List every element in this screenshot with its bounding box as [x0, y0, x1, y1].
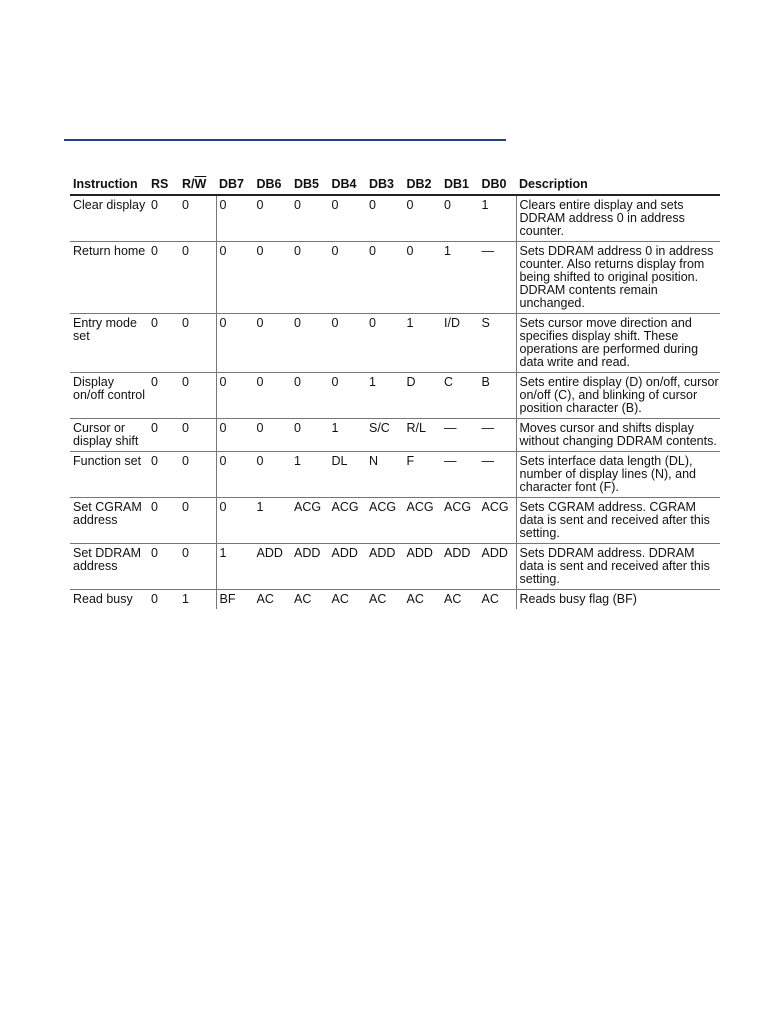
cell-db2: ACG	[404, 498, 442, 544]
cell-db4: 0	[329, 373, 367, 419]
cell-db7: 1	[216, 544, 254, 590]
cell-rw: 0	[179, 314, 216, 373]
cell-description: Sets cursor move direction and specifies display shift. These operations are performed during data write and read.	[516, 314, 720, 373]
cell-db6: 0	[254, 314, 292, 373]
cell-db3: 0	[366, 195, 404, 242]
table-row	[70, 419, 720, 452]
cell-db0: ADD	[479, 544, 517, 590]
table-header-row	[70, 176, 720, 195]
cell-db4: 0	[329, 314, 367, 373]
header-rw-r: R/	[182, 177, 195, 191]
cell-rs: 0	[148, 452, 179, 498]
cell-rs: 0	[148, 419, 179, 452]
cell-db4: DL	[329, 452, 367, 498]
header-db6: DB6	[254, 176, 292, 195]
table-row	[70, 544, 720, 590]
cell-description: Sets DDRAM address. DDRAM data is sent and received after this setting.	[516, 544, 720, 590]
cell-db4: ADD	[329, 544, 367, 590]
cell-db3: 0	[366, 314, 404, 373]
cell-db7: 0	[216, 452, 254, 498]
cell-db3: ADD	[366, 544, 404, 590]
cell-rs: 0	[148, 544, 179, 590]
cell-db5: 0	[291, 314, 329, 373]
cell-description: Moves cursor and shifts display without changing DDRAM contents.	[516, 419, 720, 452]
cell-db1: ACG	[441, 498, 479, 544]
cell-db2: F	[404, 452, 442, 498]
cell-db5: 0	[291, 195, 329, 242]
cell-db6: 1	[254, 498, 292, 544]
cell-description: Sets DDRAM address 0 in address counter. Also returns display from being shifted to original position. DDRAM contents remain unchanged.	[516, 242, 720, 314]
cell-rw: 0	[179, 452, 216, 498]
cell-db5: ACG	[291, 498, 329, 544]
header-description: Description	[516, 176, 720, 195]
cell-db4: ACG	[329, 498, 367, 544]
cell-db6: 0	[254, 242, 292, 314]
table-row	[70, 242, 720, 314]
cell-db6: 0	[254, 419, 292, 452]
cell-db4: 0	[329, 195, 367, 242]
cell-db7: 0	[216, 195, 254, 242]
cell-rs: 0	[148, 314, 179, 373]
cell-instruction: Function set	[70, 452, 148, 498]
cell-db1: 0	[441, 195, 479, 242]
cell-db5: 1	[291, 452, 329, 498]
cell-db2: AC	[406, 592, 424, 606]
instruction-table	[70, 176, 720, 609]
cell-db1: I/D	[441, 314, 479, 373]
header-rw-w: $\overline{W}$	[194, 177, 207, 191]
cell-db0: —	[479, 242, 517, 314]
section-divider-line	[64, 139, 506, 141]
cell-db3: AC	[369, 592, 387, 606]
table-row	[70, 373, 720, 419]
header-db7: DB7	[216, 176, 254, 195]
cell-db7: 0	[216, 373, 254, 419]
header-db0: DB0	[479, 176, 517, 195]
cell-db2: 1	[404, 314, 442, 373]
page-blank-area	[0, 672, 768, 1024]
cell-rw: 0	[179, 419, 216, 452]
cell-db2: ADD	[404, 544, 442, 590]
table-row	[70, 314, 720, 373]
cell-db4: 0	[329, 242, 367, 314]
cell-db0: —	[479, 452, 517, 498]
cell-db5: AC	[294, 592, 312, 606]
cell-rs: 0	[148, 498, 179, 544]
cell-db0: 1	[479, 195, 517, 242]
cell-db7: 0	[216, 419, 254, 452]
header-db4: DB4	[329, 176, 367, 195]
cell-db7: 0	[216, 498, 254, 544]
header-db2: DB2	[404, 176, 442, 195]
cell-description: Sets CGRAM address. CGRAM data is sent and received after this setting.	[516, 498, 720, 544]
cell-db6: AC	[256, 592, 274, 606]
cell-instruction: Clear display	[70, 195, 148, 242]
cell-db0: S	[479, 314, 517, 373]
header-db1: DB1	[441, 176, 479, 195]
cell-db0: B	[479, 373, 517, 419]
cell-db1: —	[441, 419, 479, 452]
header-rs: RS	[148, 176, 179, 195]
cell-db6: 0	[254, 195, 292, 242]
cell-rw: 0	[179, 373, 216, 419]
cell-db1: C	[441, 373, 479, 419]
cell-instruction: Set DDRAM address	[70, 544, 148, 590]
cell-description: Sets entire display (D) on/off, cursor on/off (C), and blinking of cursor position character (B).	[516, 373, 720, 419]
cell-db2: 0	[404, 242, 442, 314]
cell-db0: ACG	[479, 498, 517, 544]
cell-rw: 0	[179, 498, 216, 544]
cell-db6: ADD	[254, 544, 292, 590]
cell-db3: N	[366, 452, 404, 498]
header-rw	[179, 176, 216, 195]
cell-db1: 1	[441, 242, 479, 314]
cell-description: Reads busy flag (BF)	[516, 590, 720, 610]
cell-rw: 1	[182, 592, 189, 606]
cell-db5: 0	[291, 419, 329, 452]
cell-db3: ACG	[366, 498, 404, 544]
cell-instruction: Cursor or display shift	[70, 419, 148, 452]
cell-rw: 0	[179, 544, 216, 590]
cell-db3: S/C	[366, 419, 404, 452]
cell-db7: 0	[216, 314, 254, 373]
cell-instruction: Read busy	[73, 592, 133, 606]
cell-db1: AC	[444, 592, 462, 606]
header-db3: DB3	[366, 176, 404, 195]
cell-db5: 0	[291, 373, 329, 419]
cell-db6: 0	[254, 373, 292, 419]
cell-rw: 0	[179, 195, 216, 242]
cell-db5: ADD	[291, 544, 329, 590]
cell-db2: 0	[404, 195, 442, 242]
cell-description: Sets interface data length (DL), number of display lines (N), and character font (F).	[516, 452, 720, 498]
cell-db7: BF	[216, 590, 254, 610]
cell-db5: 0	[291, 242, 329, 314]
cell-instruction: Return home	[70, 242, 148, 314]
cell-db2: D	[404, 373, 442, 419]
header-db5: DB5	[291, 176, 329, 195]
cell-instruction: Set CGRAM address	[70, 498, 148, 544]
cell-db7: 0	[216, 242, 254, 314]
cell-db1: ADD	[441, 544, 479, 590]
table-row	[70, 498, 720, 544]
cell-db4: AC	[331, 592, 349, 606]
cell-db0: —	[479, 419, 517, 452]
cell-db6: 0	[254, 452, 292, 498]
table-row	[70, 195, 720, 242]
cell-db1: —	[441, 452, 479, 498]
cell-rs: 0	[148, 195, 179, 242]
cell-db4: 1	[329, 419, 367, 452]
header-instruction: Instruction	[70, 176, 148, 195]
cell-rs: 0	[148, 242, 179, 314]
cell-db3: 0	[366, 242, 404, 314]
table-row	[70, 452, 720, 498]
cell-instruction: Entry mode set	[70, 314, 148, 373]
cell-rs: 0	[148, 373, 179, 419]
cell-description: Clears entire display and sets DDRAM address 0 in address counter.	[516, 195, 720, 242]
cell-instruction: Display on/off control	[70, 373, 148, 419]
cell-db2: R/L	[404, 419, 442, 452]
cell-db3: 1	[366, 373, 404, 419]
cell-rs: 0	[151, 592, 158, 606]
cell-rw: 0	[179, 242, 216, 314]
cell-db0: AC	[481, 592, 499, 606]
table-row	[70, 590, 720, 610]
